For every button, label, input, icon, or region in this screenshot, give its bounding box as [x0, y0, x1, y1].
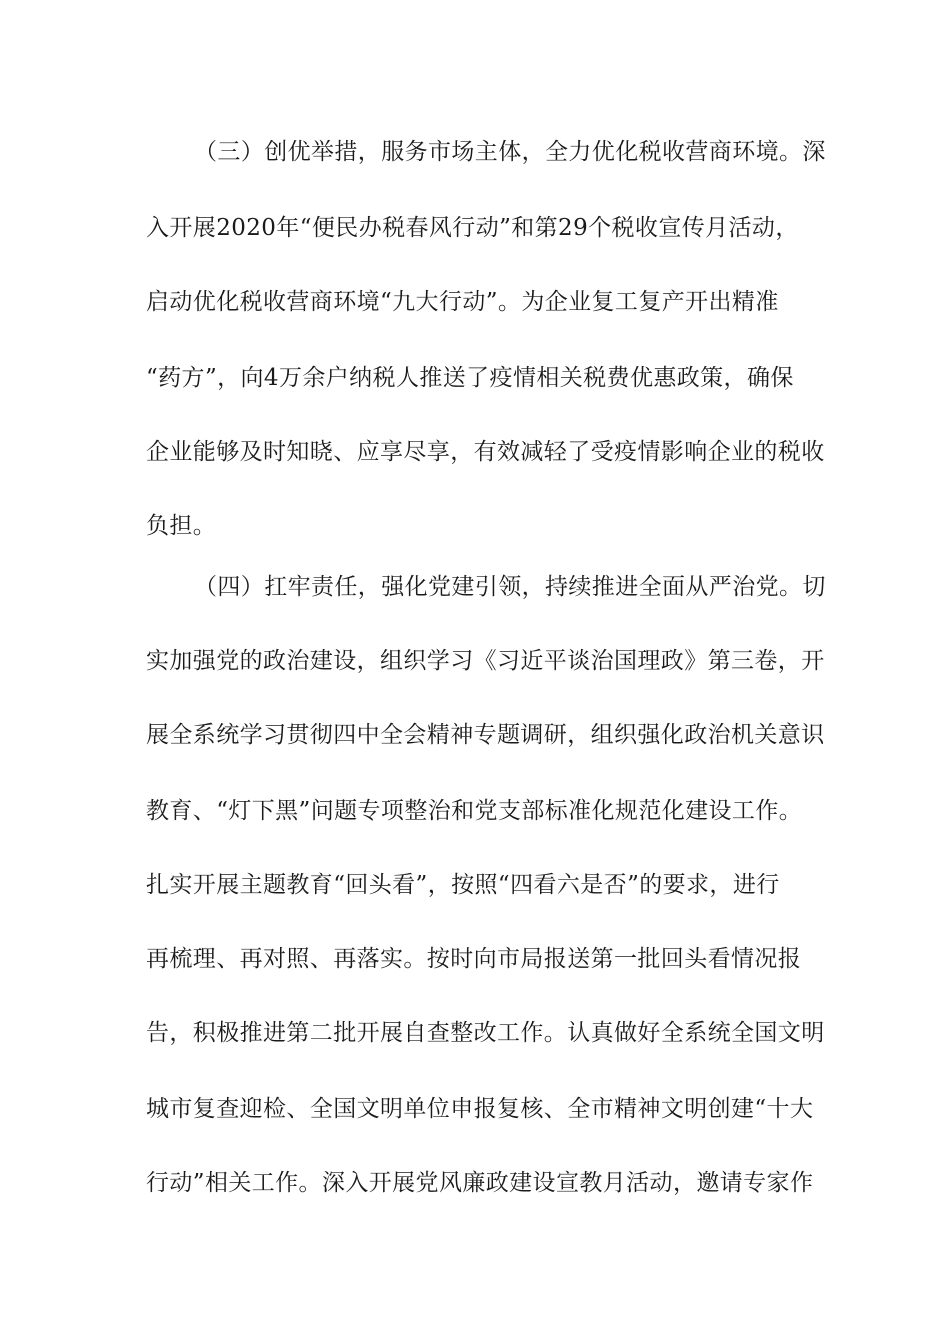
paragraph-line: 负担。 [146, 513, 217, 539]
paragraph-line: 告，积极推进第二批开展自查整改工作。认真做好全系统全国文明 [146, 1020, 825, 1046]
paragraph-line: 实加强党的政治建设，组织学习《习近平谈治国理政》第三卷，开 [146, 648, 825, 674]
paragraph-line: 教育、“灯下黑”问题专项整治和党支部标准化规范化建设工作。 [146, 798, 803, 824]
paragraph-line: 城市复查迎检、全国文明单位申报复核、全市精神文明创建“十大 [146, 1096, 814, 1122]
paragraph-line: 企业能够及时知晓、应享尽享，有效减轻了受疫情影响企业的税收 [146, 439, 825, 465]
paragraph-line: （三）创优举措，服务市场主体，全力优化税收营商环境。深 [194, 139, 826, 165]
paragraph-line: （四）扛牢责任，强化党建引领，持续推进全面从严治党。切 [194, 574, 826, 600]
paragraph-line: 启动优化税收营商环境“九大行动”。为企业复工复产开出精准 [146, 289, 779, 315]
paragraph-line: 扎实开展主题教育“回头看”，按照“四看六是否”的要求，进行 [146, 872, 780, 898]
paragraph-line: 再梳理、再对照、再落实。按时向市局报送第一批回头看情况报 [146, 946, 802, 972]
paragraph-line: “药方”，向4万余户纳税人推送了疫情相关税费优惠政策，确保 [146, 365, 794, 391]
paragraph-line: 入开展2020年“便民办税春风行动”和第29个税收宣传月活动， [146, 215, 799, 241]
paragraph-line: 行动”相关工作。深入开展党风廉政建设宣教月活动，邀请专家作 [146, 1170, 814, 1196]
paragraph-line: 展全系统学习贯彻四中全会精神专题调研，组织强化政治机关意识 [146, 722, 825, 748]
